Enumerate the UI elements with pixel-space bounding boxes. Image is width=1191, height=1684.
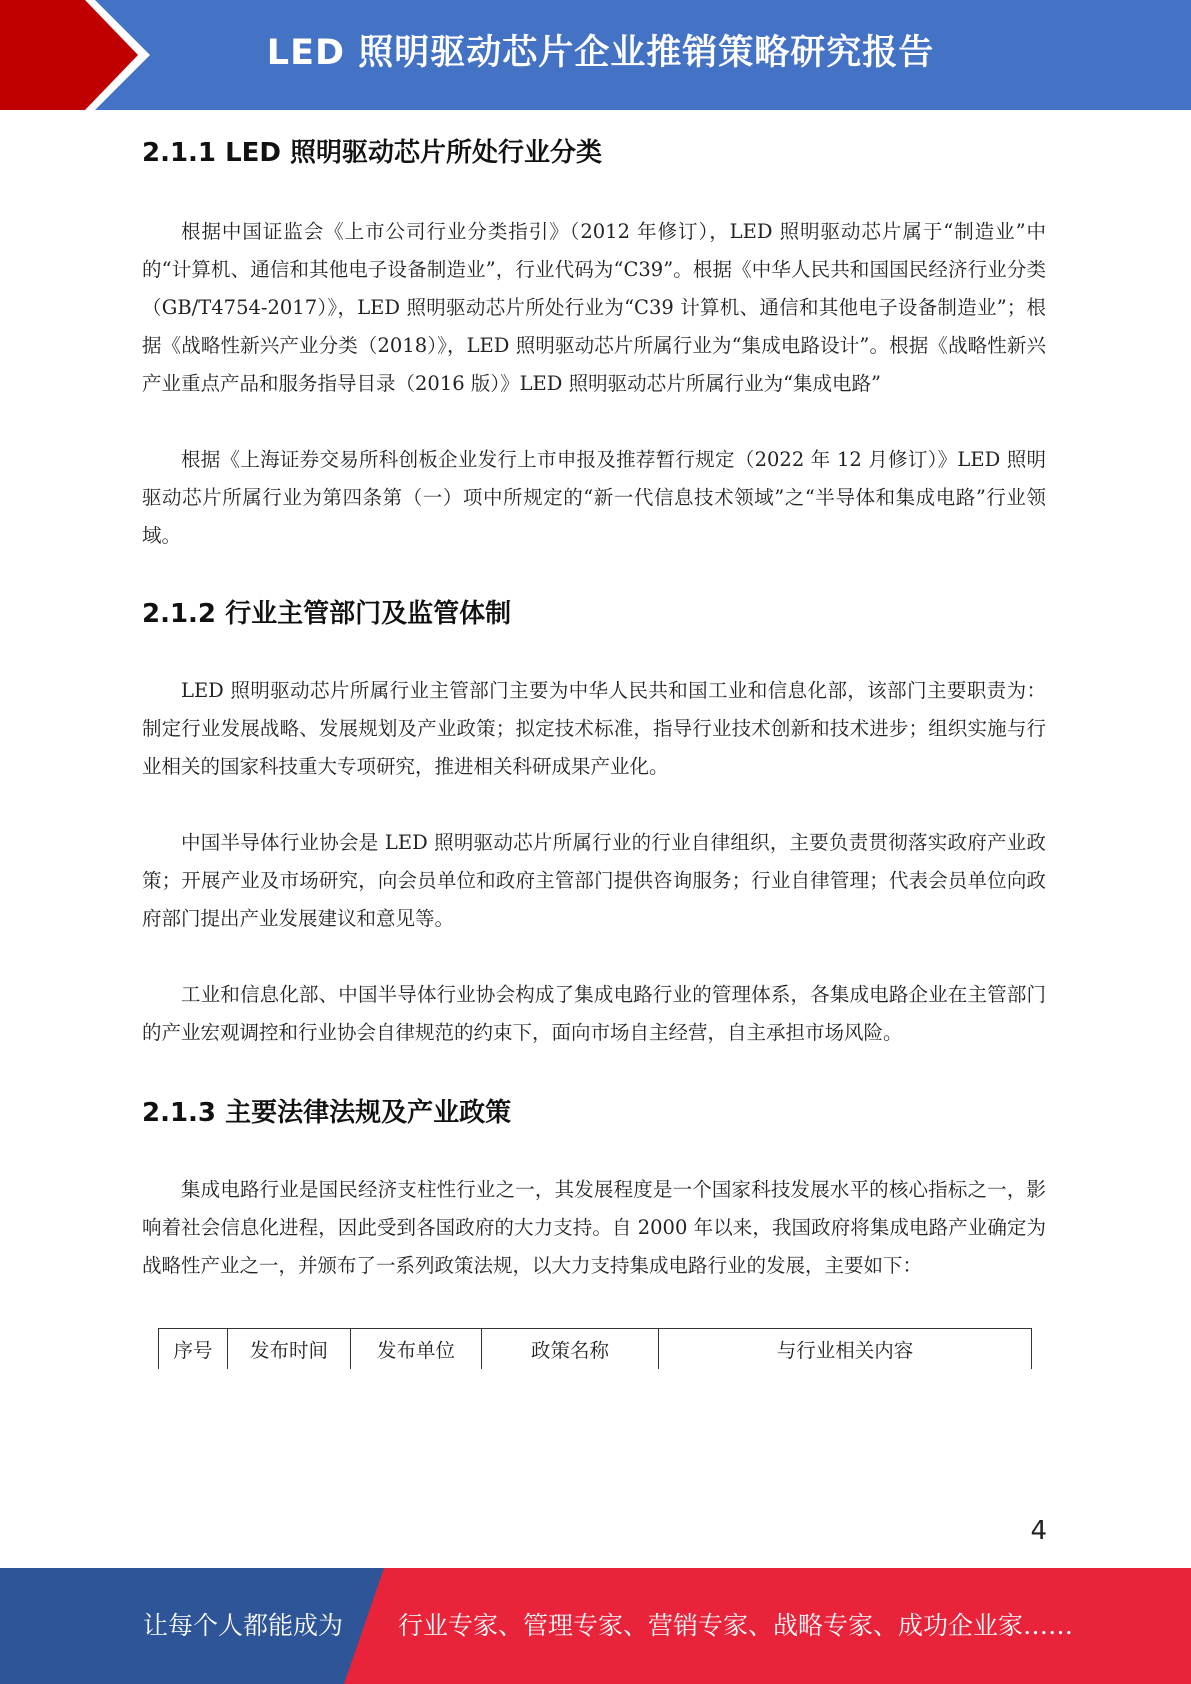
page-number: 4 [1030,1516,1047,1546]
section-heading-2-1-3: 2.1.3 主要法律法规及产业政策 [142,1098,512,1128]
column-header-related-content: 与行业相关内容 [659,1329,1032,1370]
page-footer [0,1568,1191,1684]
paragraph: 工业和信息化部、中国半导体行业协会构成了集成电路行业的管理体系，各集成电路企业在主管部门的产业宏观调控和行业协会自律规范的约束下，面向市场自主经营，自主承担市场风险。 [142,983,1046,1044]
report-title: LED 照明驱动芯片企业推销策略研究报告 [266,33,935,73]
footer-slogan-right: 行业专家、管理专家、营销专家、战略专家、成功企业家…… [398,1611,1074,1640]
footer-slogan-left: 让每个人都能成为 [143,1611,344,1640]
table-header-row [159,1329,1032,1370]
section-heading-2-1-1: 2.1.1 LED 照明驱动芯片所处行业分类 [142,138,603,168]
column-header-date: 发布时间 [228,1329,351,1370]
column-header-policy-name: 政策名称 [482,1329,659,1370]
section-heading-2-1-2: 2.1.2 行业主管部门及监管体制 [142,599,512,629]
main-content [142,128,1046,1285]
paragraph: 中国半导体行业协会是 LED 照明驱动芯片所属行业的行业自律组织，主要负责贯彻落实政府产业政策；开展产业及市场研究，向会员单位和政府主管部门提供咨询服务；行业自律管理；代表会员单位向政府部门提出产业发展建议和意见等。 [142,831,1046,930]
paragraph: 根据中国证监会《上市公司行业分类指引》（2012 年修订），LED 照明驱动芯片属于“制造业”中的“计算机、通信和其他电子设备制造业”，行业代码为“C39”。根据《中华人民共和国国民经济行业分类（GB/T4754-2017）》，LED 照明驱动芯片所处行业为“C39 计算机、通信和其他电子设备制造业”；根据《战略性新兴产业分类（2018）》，LED 照明驱动芯片所属行业为“集成电路设计”。根据《战略性新兴产业重点产品和服务指导目录（2016 版）》LED 照明驱动芯片所属行业为“集成电路” [142,220,1046,395]
column-header-issuer: 发布单位 [351,1329,482,1370]
policy-table [158,1328,1032,1369]
paragraph: 根据《上海证券交易所科创板企业发行上市申报及推荐暂行规定（2022 年 12 月修订）》LED 照明驱动芯片所属行业为第四条第（一）项中所规定的“新一代信息技术领域”之“半导体和集成电路”行业领域。 [142,448,1046,547]
paragraph: 集成电路行业是国民经济支柱性行业之一，其发展程度是一个国家科技发展水平的核心指标之一，影响着社会信息化进程，因此受到各国政府的大力支持。自 2000 年以来，我国政府将集成电路产业确定为战略性产业之一，并颁布了一系列政策法规，以大力支持集成电路行业的发展，主要如下： [142,1178,1046,1277]
paragraph: LED 照明驱动芯片所属行业主管部门主要为中华人民共和国工业和信息化部，该部门主要职责为：制定行业发展战略、发展规划及产业政策；拟定技术标准，指导行业技术创新和技术进步；组织实施与行业相关的国家科技重大专项研究，推进相关科研成果产业化。 [142,679,1046,778]
page-header [0,0,1191,110]
column-header-index: 序号 [159,1329,228,1370]
